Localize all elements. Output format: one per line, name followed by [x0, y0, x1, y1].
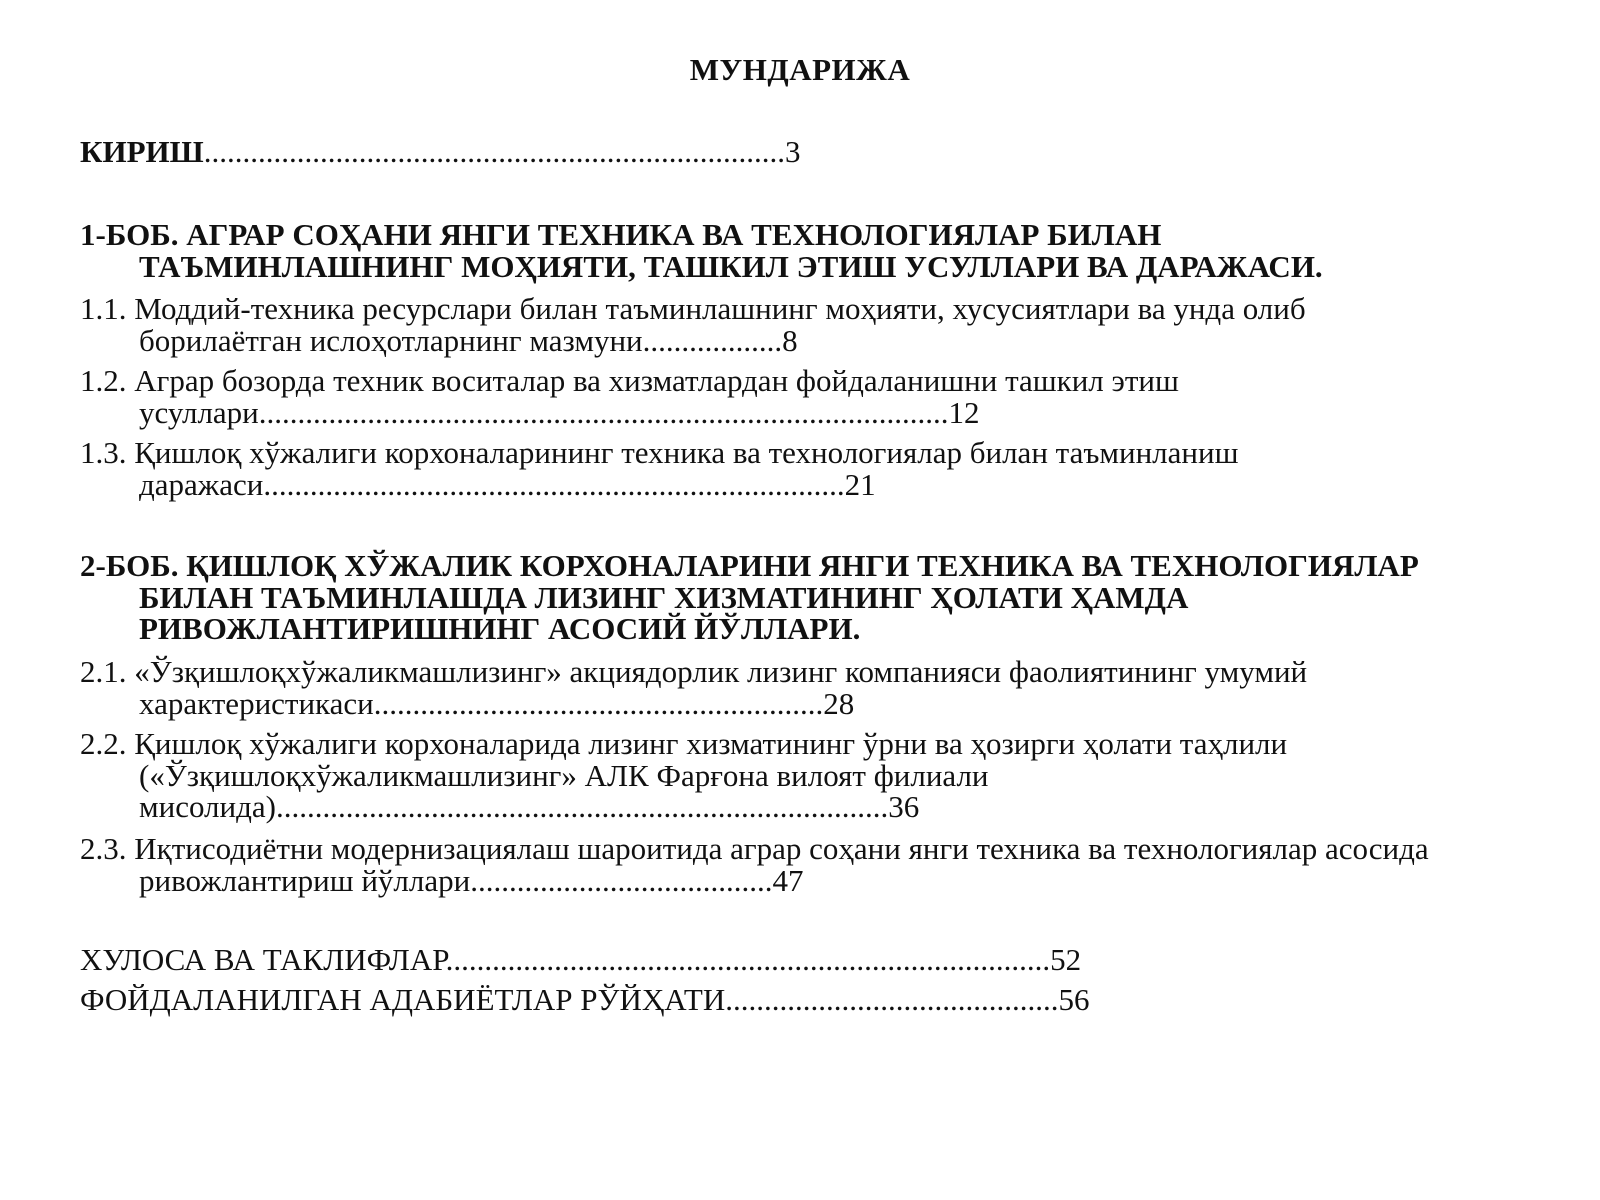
toc-entry-line: 2.2. Қишлоқ хўжалиги корхоналарида лизинг хизматининг ўрни ва ҳозирги ҳолати таҳлили: [80, 726, 1288, 761]
toc-entry-1-3: [80, 437, 1238, 500]
toc-entry-1-2: [80, 365, 1179, 428]
intro-leader: ...........................................................................: [203, 134, 785, 169]
toc-entry-references: ФОЙДАЛАНИЛГАН АДАБИЁТЛАР РЎЙҲАТИ...........................................56: [80, 982, 1090, 1017]
toc-entry-intro: [80, 136, 800, 168]
toc-entry-line: даражаси...........................................................................21: [139, 466, 876, 502]
toc-entry-line: усуллари.........................................................................................12: [139, 394, 980, 430]
toc-entry-line: («Ўзқишлоқхўжаликмашлизинг» АЛК Фарғона вилоят филиали: [139, 757, 989, 793]
toc-entry-line: 2.3. Иқтисодиётни модернизациялаш шароитида аграр соҳани янги техника ва технологиялар асосида: [80, 831, 1429, 866]
page-title: МУНДАРИЖА: [689, 52, 911, 87]
toc-entry-line: мисолида)...............................................................................36: [139, 789, 920, 824]
chapter-1-heading: [80, 219, 1323, 282]
chapter-2-heading-line: 2-БОБ. ҚИШЛОҚ ХЎЖАЛИК КОРХОНАЛАРИНИ ЯНГИ ТЕХНИКА ВА ТЕХНОЛОГИЯЛАР: [80, 548, 1419, 583]
intro-page-number: 3: [784, 134, 801, 169]
toc-entry-line: 1.2. Аграр бозорда техник воситалар ва хизматлардан фойдаланишни ташкил этиш: [80, 363, 1179, 398]
chapter-1-heading-line: ТАЪМИНЛАШНИНГ МОҲИЯТИ, ТАШКИЛ ЭТИШ УСУЛЛАРИ ВА ДАРАЖАСИ.: [139, 248, 1323, 284]
toc-entry-2-1: [80, 656, 1307, 719]
chapter-1-heading-line: 1-БОБ. АГРАР СОҲАНИ ЯНГИ ТЕХНИКА ВА ТЕХНОЛОГИЯЛАР БИЛАН: [80, 217, 1162, 252]
toc-entry-line: 1.3. Қишлоқ хўжалиги корхоналарининг техника ва технологиялар билан таъминланиш: [80, 435, 1239, 470]
toc-entry-line: 2.1. «Ўзқишлоқхўжаликмашлизинг» акциядорлик лизинг компанияси фаолиятининг умумий: [80, 654, 1308, 689]
toc-entry-2-3: [80, 833, 1429, 896]
chapter-2-heading-line: РИВОЖЛАНТИРИШНИНГ АСОСИЙ ЙЎЛЛАРИ.: [139, 611, 861, 646]
chapter-2-heading-line: БИЛАН ТАЪМИНЛАШДА ЛИЗИНГ ХИЗМАТИНИНГ ҲОЛАТИ ҲАМДА: [139, 579, 1189, 615]
toc-entry-line: ривожлантириш йўллари.......................................47: [139, 862, 804, 898]
toc-entry-conclusions: ХУЛОСА ВА ТАКЛИФЛАР..............................................................................52: [80, 942, 1082, 977]
chapter-2-heading: [80, 550, 1419, 645]
intro-label: КИРИШ: [80, 134, 204, 169]
toc-entry-line: борилаётган ислоҳотларнинг мазмуни..................8: [139, 322, 798, 358]
toc-entry-1-1: [80, 293, 1306, 356]
toc-entry-line: 1.1. Моддий-техника ресурслари билан таъминлашнинг моҳияти, хусусиятлари ва унда олиб: [80, 291, 1306, 326]
toc-entry-2-2: [80, 728, 1287, 823]
toc-entry-line: характеристикаси..........................................................28: [139, 685, 855, 721]
